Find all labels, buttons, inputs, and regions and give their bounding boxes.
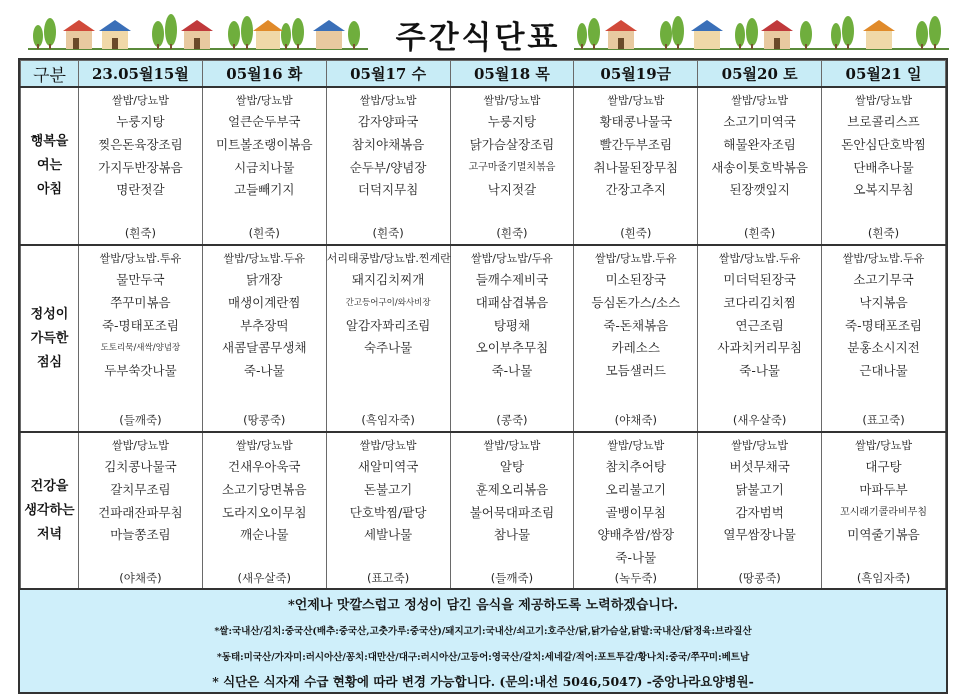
- menu-item: 오복지무침: [853, 182, 914, 198]
- menu-item: 꼬시래기콜라비무침: [840, 506, 927, 518]
- menu-cell: [202, 245, 326, 432]
- porridge-option: (들깨죽): [119, 413, 162, 427]
- menu-item: 고들빼기지: [234, 182, 295, 198]
- porridge-option: (야채죽): [614, 413, 657, 427]
- menu-item: 간고등어구이/와사비장: [345, 297, 431, 308]
- menu-item: 소고기당면볶음: [222, 481, 307, 497]
- porridge-option: (흑임자죽): [856, 570, 911, 585]
- menu-item-list: [203, 88, 326, 202]
- menu-item: 두부쑥갓나물: [104, 363, 177, 379]
- menu-cell: [79, 87, 203, 245]
- menu-item: 도라지오이무침: [222, 504, 307, 520]
- menu-item: 더덕지무침: [357, 182, 419, 198]
- menu-item-list: [327, 246, 450, 360]
- porridge-option: (땅콩죽): [243, 413, 286, 427]
- menu-item: 죽-나물: [491, 363, 533, 379]
- page-title: 주간식단표: [395, 20, 561, 56]
- menu-cell: [698, 245, 822, 432]
- menu-item: 참나물: [493, 527, 531, 543]
- menu-item: 사과치커리무침: [717, 340, 802, 356]
- header: [0, 0, 966, 58]
- menu-item: 미역줄기볶음: [847, 527, 920, 543]
- menu-item-list: [574, 88, 697, 202]
- menu-item: 감자양파국: [357, 114, 419, 129]
- footer-note-change-notice: * 식단은 식자재 수급 현황에 따라 변경 가능합니다. (문의:내선 5046,5047) -중앙나라요양병원-: [212, 674, 754, 689]
- menu-cell: [822, 87, 946, 245]
- menu-cell: [822, 245, 946, 432]
- menu-item: 알감자꽈리조림: [345, 317, 431, 333]
- corner-label: 구분: [21, 61, 79, 88]
- menu-item: 낙지젓갈: [487, 182, 537, 198]
- footer-notes: [20, 588, 946, 692]
- menu-item-list: [574, 246, 697, 383]
- porridge-option: (흰죽): [124, 226, 157, 240]
- porridge-option: (흰죽): [620, 226, 652, 240]
- menu-item: 닭불고기: [735, 481, 784, 497]
- menu-item-list: [451, 246, 574, 383]
- menu-item-list: [698, 433, 821, 547]
- footer-note-origin-meat: *쌀:국내산/김치:중국산(배추:중국산,고춧가루:중국산)/돼지고기:국내산/쇠고기:호주산/닭,닭가슴살,닭발:국내산/닭정육:브라질산: [214, 626, 752, 637]
- menu-cell: [698, 432, 822, 589]
- trees-houses-illustration-left: [28, 8, 368, 52]
- menu-item: 카레소스: [611, 340, 660, 356]
- menu-item: 오리불고기: [605, 481, 666, 497]
- menu-cell: [202, 432, 326, 589]
- menu-item: 미더덕된장국: [723, 272, 796, 287]
- menu-item: 세발나물: [363, 527, 413, 543]
- menu-item-rice: 쌀밥/당뇨밥.두유: [842, 252, 925, 265]
- menu-item-rice: 쌀밥/당뇨밥: [483, 94, 541, 107]
- menu-item: 쭈꾸미볶음: [110, 294, 171, 310]
- menu-item: 김치콩나물국: [104, 459, 177, 474]
- porridge-option: (야채죽): [119, 570, 162, 585]
- menu-item: 감자범벅: [735, 504, 784, 520]
- weekly-menu-table: [18, 58, 948, 694]
- menu-item-list: [698, 88, 821, 202]
- menu-item-rice: 쌀밥/당뇨밥.두유: [718, 252, 801, 265]
- menu-item: 부추장떡: [240, 317, 289, 333]
- menu-item: 빨간두부조림: [599, 136, 673, 152]
- menu-item: 대구탕: [865, 459, 902, 474]
- menu-item-rice: 쌀밥/당뇨밥: [855, 94, 912, 107]
- porridge-option: (흰죽): [496, 226, 528, 240]
- menu-item-rice: 쌀밥/당뇨밥: [112, 439, 169, 452]
- menu-cell: [79, 245, 203, 432]
- menu-item: 돈불고기: [363, 481, 413, 497]
- menu-cell: [450, 432, 574, 589]
- menu-cell: [326, 432, 450, 589]
- menu-item: 도토리묵/새싹/양념장: [100, 343, 181, 354]
- menu-item: 돼지김치찌개: [351, 272, 425, 287]
- menu-item: 단배추나물: [853, 159, 914, 175]
- menu-item-rice: 쌀밥/당뇨밥: [235, 94, 293, 107]
- menu-item: 탕평채: [493, 317, 531, 333]
- menu-item: 간장고추지: [605, 182, 666, 198]
- meal-label-line: 점심: [36, 354, 63, 370]
- menu-item: 새알미역국: [357, 459, 419, 474]
- porridge-option: (흰죽): [744, 226, 776, 240]
- menu-item: 연근조림: [735, 317, 784, 333]
- menu-item-list: [698, 246, 821, 383]
- porridge-option: (표고죽): [366, 570, 410, 585]
- menu-item-rice: 쌀밥/당뇨밥: [112, 94, 169, 107]
- menu-item: 죽-나물: [739, 363, 781, 379]
- menu-item-rice: 쌀밥/당뇨밥: [483, 439, 541, 452]
- menu-item: 순두부/양념장: [349, 159, 427, 175]
- menu-item-list: [574, 433, 697, 570]
- menu-item-list: [451, 88, 574, 202]
- menu-cell: [326, 245, 450, 432]
- menu-item: 깨순나물: [240, 527, 289, 543]
- menu-cell: [822, 432, 946, 589]
- menu-item: 해물완자조림: [723, 136, 796, 152]
- menu-item: 얼큰순두부국: [228, 114, 301, 129]
- menu-item-rice: 쌀밥/당뇨밥: [359, 439, 417, 452]
- menu-item-rice: 쌀밥/당뇨밥: [359, 94, 417, 107]
- porridge-option: (땅콩죽): [738, 570, 781, 585]
- menu-item: 된장깻잎지: [729, 182, 790, 198]
- day-header: 05월18 목: [450, 61, 574, 88]
- menu-item: 양배추쌈/쌈장: [597, 527, 675, 543]
- porridge-option: (표고죽): [862, 413, 905, 427]
- menu-item-list: [203, 246, 326, 383]
- menu-item-rice: 쌀밥/당뇨밥: [731, 439, 789, 452]
- menu-item: 새콤달콤무생채: [222, 340, 307, 356]
- menu-item-list: [79, 246, 202, 383]
- menu-cell: [450, 87, 574, 245]
- menu-item-list: [79, 433, 202, 547]
- menu-item: 숙주나물: [363, 340, 413, 356]
- menu-item: 죽-나물: [243, 363, 285, 379]
- menu-item-list: [327, 88, 450, 202]
- footer-note-origin-fish: *동태:미국산/가자미:러시아산/꽁치:대만산/대구:러시아산/고등어:영국산/갈치:세네갈/적어:포트투갈/황나치:중국/쭈꾸미:베트남: [216, 652, 750, 663]
- menu-item: 마파두부: [859, 481, 908, 497]
- menu-item: 취나물된장무침: [593, 159, 679, 175]
- menu-item-rice: 쌀밥/당뇨밥.두유: [595, 252, 677, 265]
- dinner-row: [21, 432, 946, 589]
- meal-label-line: 여는: [36, 158, 63, 173]
- menu-item: 불어묵대파조림: [469, 504, 555, 520]
- menu-item: 대패삼겹볶음: [475, 294, 549, 310]
- menu-item: 분홍소시지전: [847, 340, 920, 356]
- day-header: 05월19금: [574, 61, 698, 88]
- meal-label-breakfast: [21, 87, 79, 245]
- menu-item: 죽-명태포조림: [101, 317, 179, 333]
- lunch-row: [21, 245, 946, 432]
- menu-item-rice: 쌀밥/당뇨밥/두유: [471, 252, 553, 265]
- menu-item-list: [822, 88, 945, 202]
- menu-item-list: [79, 88, 202, 202]
- menu-item-list: [822, 246, 945, 383]
- menu-item: 닭개장: [246, 272, 283, 287]
- menu-item: 등심돈가스/소스: [591, 294, 681, 310]
- footer-note-commitment: *언제나 맛깔스럽고 정성이 담긴 음식을 제공하도록 노력하겠습니다.: [287, 598, 679, 613]
- menu-item: 물만두국: [116, 272, 165, 287]
- menu-item: 모듬샐러드: [605, 363, 666, 379]
- menu-item: 마늘쫑조림: [110, 527, 171, 543]
- menu-cell: [574, 432, 698, 589]
- menu-item: 시금치나물: [234, 159, 295, 175]
- porridge-option: (새우살죽): [732, 413, 787, 427]
- menu-item: 훈제오리볶음: [475, 481, 549, 497]
- menu-cell: [202, 87, 326, 245]
- trees-houses-illustration-right: [574, 8, 949, 52]
- menu-item: 브로콜리스프: [847, 114, 920, 129]
- menu-item: 소고기무국: [853, 272, 914, 287]
- menu-item: 버섯무채국: [729, 459, 790, 474]
- menu-item: 골뱅이무침: [605, 504, 666, 520]
- menu-item-list: [451, 433, 574, 547]
- porridge-option: (흰죽): [248, 226, 280, 240]
- menu-item-rice: 쌀밥/당뇨밥: [607, 439, 665, 452]
- porridge-option: (흰죽): [867, 226, 900, 240]
- menu-item-rice: 쌀밥/당뇨밥: [235, 439, 293, 452]
- menu-item: 돈안심단호박찜: [841, 136, 926, 152]
- menu-cell: [79, 432, 203, 589]
- menu-item: 갈치무조림: [110, 481, 171, 497]
- day-header: 05월16 화: [202, 61, 326, 88]
- menu-cell: [574, 87, 698, 245]
- menu-item: 미소된장국: [605, 272, 666, 287]
- menu-item: 코다리김치찜: [723, 294, 796, 310]
- menu-item: 명란젓갈: [116, 182, 165, 198]
- menu-item: 알탕: [499, 459, 525, 474]
- menu-item: 들깨수제비국: [475, 272, 549, 287]
- porridge-option: (콩죽): [496, 413, 528, 427]
- menu-item: 참치추어탕: [605, 459, 666, 474]
- porridge-option: (흑임자죽): [361, 413, 415, 427]
- menu-cell: [326, 87, 450, 245]
- menu-item: 찢은돈육장조림: [98, 136, 183, 152]
- menu-item: 미트볼조랭이볶음: [215, 136, 313, 152]
- meal-label-line: 생각하는: [24, 502, 75, 518]
- menu-item: 매생이계란찜: [228, 294, 301, 310]
- menu-item: 낙지볶음: [859, 294, 908, 310]
- menu-item: 가지두반장볶음: [98, 159, 183, 175]
- meal-label-dinner: [21, 432, 79, 589]
- meal-label-line: 정성이: [30, 306, 69, 322]
- menu-item: 건파래잔파무침: [98, 504, 183, 520]
- menu-item-list: [327, 433, 450, 547]
- meal-label-line: 저녁: [36, 526, 63, 542]
- menu-item: 새송이톳호박볶음: [711, 159, 808, 175]
- menu-item-list: [822, 433, 945, 547]
- day-header: 05월17 수: [326, 61, 450, 88]
- porridge-option: (흰죽): [372, 226, 404, 240]
- day-header: 05월21 일: [822, 61, 946, 88]
- menu-item: 소고기미역국: [723, 114, 796, 129]
- menu-cell: [698, 87, 822, 245]
- menu-item: 근대나물: [859, 363, 908, 379]
- menu-item: 고구마줄기멸치볶음: [468, 161, 556, 173]
- menu-item: 죽-명태포조림: [845, 317, 923, 333]
- menu-item: 참치야채볶음: [351, 136, 425, 152]
- menu-item: 황태콩나물국: [599, 114, 673, 129]
- breakfast-row: [21, 87, 946, 245]
- day-header: 23.05월15월: [79, 61, 203, 88]
- meal-label-line: 행복을: [30, 134, 69, 149]
- meal-label-lunch: [21, 245, 79, 432]
- meal-label-line: 가득한: [30, 330, 69, 346]
- meal-label-line: 아침: [36, 182, 63, 197]
- menu-item: 단호박찜/팥당: [349, 504, 427, 520]
- menu-item-rice: 쌀밥/당뇨밥.투유: [99, 252, 182, 265]
- menu-item-rice: 쌀밥/당뇨밥: [855, 439, 912, 452]
- menu-item: 오이부추무침: [475, 340, 549, 356]
- day-header: 05월20 토: [698, 61, 822, 88]
- menu-item: 누룽지탕: [116, 114, 165, 129]
- menu-cell: [574, 245, 698, 432]
- menu-item-rice: 쌀밥/당뇨밥.두유: [223, 252, 306, 265]
- header-row: [21, 61, 946, 88]
- menu-item: 누룽지탕: [487, 114, 537, 129]
- menu-item: 죽-나물: [615, 550, 657, 566]
- menu-item: 건새우아욱국: [228, 459, 301, 474]
- menu-item: 열무쌈장나물: [723, 527, 796, 543]
- menu-item: 닭가슴살장조림: [469, 136, 555, 152]
- porridge-option: (들깨죽): [490, 570, 534, 585]
- menu-item: 죽-돈채볶음: [603, 317, 669, 333]
- menu-item-rice: 쌀밥/당뇨밥: [607, 94, 665, 107]
- porridge-option: (녹두죽): [614, 570, 657, 585]
- menu-item-rice: 쌀밥/당뇨밥: [731, 94, 789, 107]
- meal-label-line: 건강을: [30, 478, 69, 494]
- menu-item-rice: 서리태콩밥/당뇨밥.찐계란: [326, 252, 451, 265]
- menu-cell: [450, 245, 574, 432]
- menu-item-list: [203, 433, 326, 547]
- porridge-option: (새우살죽): [237, 570, 291, 585]
